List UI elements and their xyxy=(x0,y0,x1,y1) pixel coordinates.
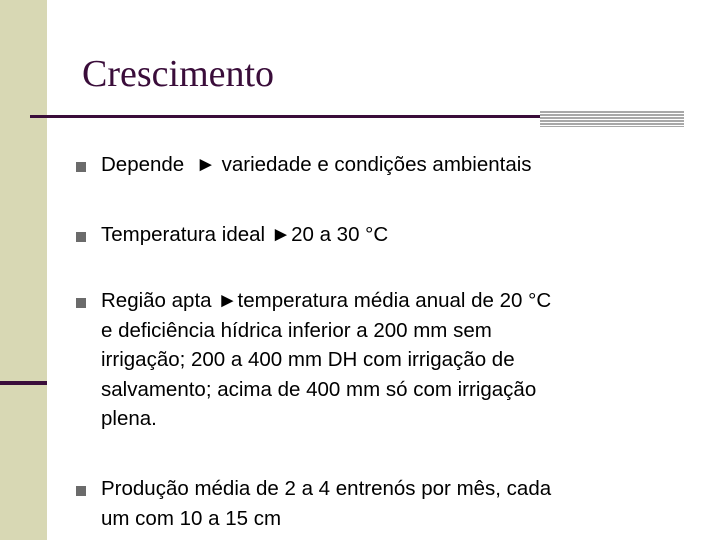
title-underline xyxy=(30,115,540,118)
slide-sidebar xyxy=(0,0,47,540)
bullet-item xyxy=(76,479,681,533)
bullet-item xyxy=(76,291,681,434)
bullet-item xyxy=(76,225,681,250)
bullet-text: Temperatura ideal ►20 a 30 °C xyxy=(101,223,389,246)
bullet-text: Região apta ►temperatura média anual de 20 °C e deficiência hídrica inferior a 200 mm sem irrigação; 200 a 400 mm DH com irrigação de salvamento; acima de 400 mm só com irrigação plena. xyxy=(101,289,552,430)
square-bullet-icon xyxy=(76,232,86,242)
title-underline-accent xyxy=(540,111,684,127)
slide-title: Crescimento xyxy=(82,53,275,95)
bullet-text: Produção média de 2 a 4 entrenós por mês, cada um com 10 a 15 cm xyxy=(101,477,552,530)
square-bullet-icon xyxy=(76,298,86,308)
bullet-item xyxy=(76,155,681,180)
sidebar-accent-line xyxy=(0,381,47,385)
bullet-text: Depende ► variedade e condições ambientais xyxy=(101,153,532,176)
square-bullet-icon xyxy=(76,162,86,172)
square-bullet-icon xyxy=(76,486,86,496)
